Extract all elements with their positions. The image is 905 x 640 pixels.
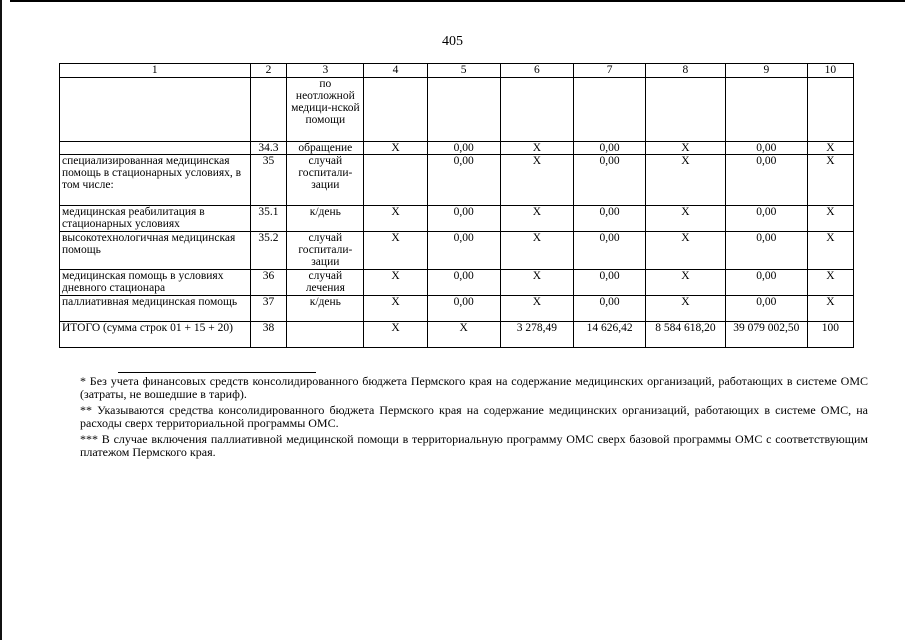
header-cell: 5 [427,64,500,78]
footnote-2: ** Указываются средства консолидированного бюджета Пермского края на содержание медицинских организаций, работающих в системе ОМС, на расходы сверх территориальной программы ОМС. [80,403,868,430]
cell-value [807,78,853,142]
footnote-1: * Без учета финансовых средств консолидированного бюджета Пермского края на содержание медицинских организаций, работающих в системе ОМС (затраты, не вошедшие в тариф). [80,374,868,401]
page-number: 405 [442,34,463,49]
header-cell: 4 [364,64,428,78]
header-cell: 8 [645,64,725,78]
footnote-3: *** В случае включения паллиативной медицинской помощи в территориальную программу ОМС сверх базовой программы ОМС с соответствующим платежом Пермского края. [80,432,868,459]
cell-code: 35 [250,155,287,206]
cell-value: X [645,142,725,155]
cell-name: паллиативная медицинская помощь [60,296,251,322]
cell-value: X [364,270,428,296]
header-cell: 7 [574,64,646,78]
footnotes [80,375,868,462]
table-row [60,206,854,232]
cell-value: X [645,155,725,206]
cell-unit: случай госпитали-зации [287,155,364,206]
cell-unit: обращение [287,142,364,155]
cell-code: 38 [250,322,287,348]
scan-top-edge [10,0,905,2]
table-row [60,232,854,270]
cell-value: 0,00 [427,270,500,296]
cell-value: 0,00 [725,296,807,322]
cell-value: X [645,296,725,322]
cell-value: 0,00 [725,270,807,296]
cell-name [60,78,251,142]
cell-value: 0,00 [725,155,807,206]
cell-unit: по неотложной медици-нской помощи [287,78,364,142]
cell-value [725,78,807,142]
header-cell: 2 [250,64,287,78]
header-cell: 10 [807,64,853,78]
cell-unit: случай лечения [287,270,364,296]
cell-value: 0,00 [574,296,646,322]
cell-value: X [807,296,853,322]
cell-value [574,78,646,142]
cell-value: X [807,270,853,296]
cell-value: 0,00 [427,142,500,155]
cell-value: X [364,206,428,232]
cell-value: 0,00 [427,296,500,322]
cell-unit: к/день [287,206,364,232]
cell-value [427,78,500,142]
cell-unit: случай госпитали-зации [287,232,364,270]
cell-value: X [500,155,574,206]
cell-value: X [364,322,428,348]
cell-value: X [427,322,500,348]
cell-value: X [364,232,428,270]
footnote-separator [118,372,316,373]
cell-code: 35.1 [250,206,287,232]
table-row [60,142,854,155]
cell-value: X [645,206,725,232]
cell-value: 14 626,42 [574,322,646,348]
cell-value: 0,00 [725,142,807,155]
cell-code [250,78,287,142]
cell-unit: к/день [287,296,364,322]
cell-value: 0,00 [574,270,646,296]
cell-name [60,142,251,155]
cell-value: 0,00 [574,155,646,206]
cell-value: 0,00 [574,142,646,155]
cell-code: 34.3 [250,142,287,155]
cell-value: X [364,142,428,155]
cell-value: 8 584 618,20 [645,322,725,348]
header-cell: 1 [60,64,251,78]
cell-value [500,78,574,142]
cell-value: X [500,270,574,296]
table-row [60,270,854,296]
cell-value: 0,00 [725,232,807,270]
cell-value: 0,00 [427,155,500,206]
table-row-total [60,322,854,348]
cell-value: X [807,142,853,155]
table-row [60,296,854,322]
cell-value: 0,00 [725,206,807,232]
financing-table [59,63,854,348]
cell-unit [287,322,364,348]
cell-value: X [364,296,428,322]
cell-value [645,78,725,142]
cell-name: высокотехнологичная медицинская помощь [60,232,251,270]
table-row [60,78,854,142]
header-cell: 3 [287,64,364,78]
cell-value: X [500,206,574,232]
cell-value: X [500,296,574,322]
cell-code: 36 [250,270,287,296]
cell-value [364,78,428,142]
table-header-row [60,64,854,78]
cell-value: 39 079 002,50 [725,322,807,348]
header-cell: 9 [725,64,807,78]
cell-value: 3 278,49 [500,322,574,348]
cell-name: медицинская помощь в условиях дневного стационара [60,270,251,296]
cell-value: 0,00 [574,206,646,232]
cell-name: ИТОГО (сумма строк 01 + 15 + 20) [60,322,251,348]
cell-code: 35.2 [250,232,287,270]
header-cell: 6 [500,64,574,78]
cell-value: X [807,206,853,232]
cell-value: X [807,155,853,206]
cell-value: 100 [807,322,853,348]
cell-value: X [500,142,574,155]
cell-value: X [645,270,725,296]
cell-value: 0,00 [427,206,500,232]
cell-value: 0,00 [574,232,646,270]
cell-value: X [807,232,853,270]
table-row [60,155,854,206]
cell-name: специализированная медицинская помощь в стационарных условиях, в том числе: [60,155,251,206]
cell-value: X [645,232,725,270]
scan-left-edge [0,0,2,640]
cell-value: 0,00 [427,232,500,270]
cell-value [364,155,428,206]
cell-value: X [500,232,574,270]
cell-name: медицинская реабилитация в стационарных условиях [60,206,251,232]
cell-code: 37 [250,296,287,322]
